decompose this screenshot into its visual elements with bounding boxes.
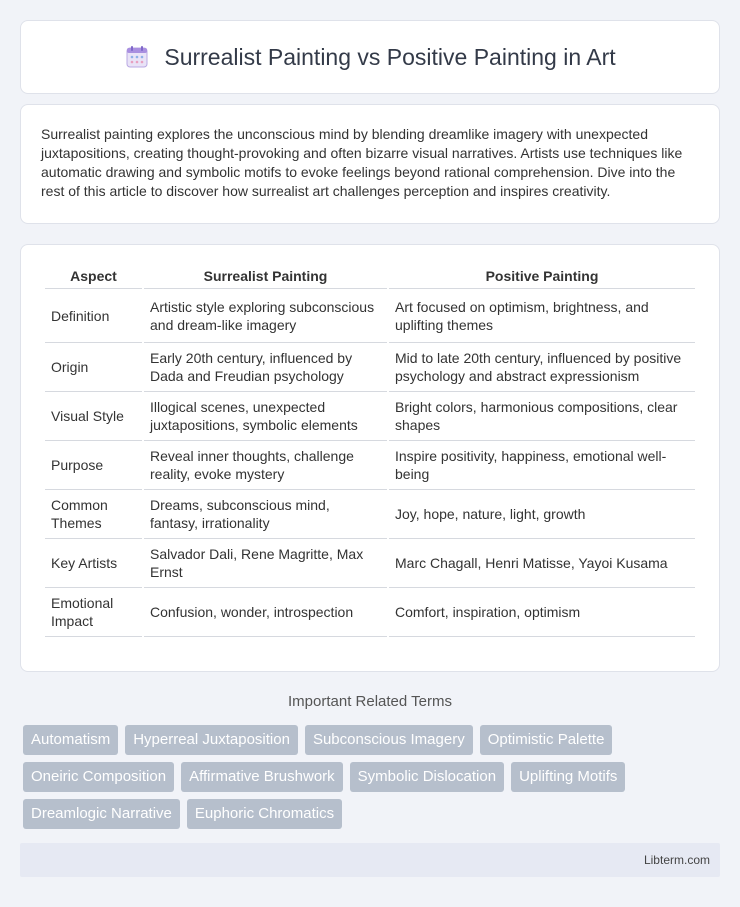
table-row	[45, 539, 695, 588]
related-terms-tags	[23, 725, 703, 829]
table-row	[45, 343, 695, 392]
tag-uplifting-motifs[interactable]: Uplifting Motifs	[511, 762, 625, 792]
intro-text: Surrealist painting explores the unconscious mind by blending dreamlike imagery with unexpected juxtapositions, creating thought-provoking and often bizarre visual narratives. Artists use techniques like automatic drawing and symbolic motifs to evoke feelings beyond rational comprehension. Dive into the rest of this article to discover how surrealist art challenges perception and inspires creativity.	[41, 126, 683, 199]
table-row	[45, 441, 695, 490]
tag-subconscious-imagery[interactable]: Subconscious Imagery	[305, 725, 473, 755]
tag-optimistic-palette[interactable]: Optimistic Palette	[480, 725, 613, 755]
comparison-table	[43, 263, 697, 637]
footer	[20, 843, 720, 877]
row-surrealist: Reveal inner thoughts, challenge reality, evoke mystery	[144, 441, 387, 490]
table-row	[45, 392, 695, 441]
row-surrealist: Dreams, subconscious mind, fantasy, irrationality	[144, 490, 387, 539]
row-positive: Bright colors, harmonious compositions, clear shapes	[389, 392, 695, 441]
row-aspect: Visual Style	[45, 392, 142, 441]
row-aspect: Emotional Impact	[45, 588, 142, 637]
tag-euphoric-chromatics[interactable]: Euphoric Chromatics	[187, 799, 342, 829]
tag-affirmative-brushwork[interactable]: Affirmative Brushwork	[181, 762, 343, 792]
row-aspect: Common Themes	[45, 490, 142, 539]
row-positive: Art focused on optimism, brightness, and uplifting themes	[389, 289, 695, 343]
row-aspect: Origin	[45, 343, 142, 392]
table-row	[45, 289, 695, 343]
row-surrealist: Artistic style exploring subconscious and dream-like imagery	[144, 289, 387, 343]
row-positive: Comfort, inspiration, optimism	[389, 588, 695, 637]
table-header-row	[45, 263, 695, 289]
row-aspect: Definition	[45, 289, 142, 343]
table-row	[45, 490, 695, 539]
row-aspect: Purpose	[45, 441, 142, 490]
tag-dreamlogic-narrative[interactable]: Dreamlogic Narrative	[23, 799, 180, 829]
row-surrealist: Illogical scenes, unexpected juxtapositions, symbolic elements	[144, 392, 387, 441]
tag-hyperreal-juxtaposition[interactable]: Hyperreal Juxtaposition	[125, 725, 298, 755]
row-positive: Inspire positivity, happiness, emotional well-being	[389, 441, 695, 490]
calendar-icon	[124, 44, 150, 70]
intro-card	[20, 104, 720, 224]
related-terms-title: Important Related Terms	[288, 693, 452, 710]
header-card	[20, 20, 720, 94]
row-surrealist: Confusion, wonder, introspection	[144, 588, 387, 637]
tag-symbolic-dislocation[interactable]: Symbolic Dislocation	[350, 762, 504, 792]
row-surrealist: Early 20th century, influenced by Dada and Freudian psychology	[144, 343, 387, 392]
row-surrealist: Salvador Dali, Rene Magritte, Max Ernst	[144, 539, 387, 588]
row-aspect: Key Artists	[45, 539, 142, 588]
row-positive: Marc Chagall, Henri Matisse, Yayoi Kusama	[389, 539, 695, 588]
table-row	[45, 588, 695, 637]
comparison-table-card	[20, 244, 720, 672]
row-positive: Mid to late 20th century, influenced by positive psychology and abstract expressionism	[389, 343, 695, 392]
header-positive: Positive Painting	[389, 263, 695, 289]
tag-automatism[interactable]: Automatism	[23, 725, 118, 755]
tag-oneiric-composition[interactable]: Oneiric Composition	[23, 762, 174, 792]
header-surrealist: Surrealist Painting	[144, 263, 387, 289]
header-aspect: Aspect	[45, 263, 142, 289]
row-positive: Joy, hope, nature, light, growth	[389, 490, 695, 539]
page-title: Surrealist Painting vs Positive Painting in Art	[164, 43, 616, 70]
footer-site-link[interactable]: Libterm.com	[643, 853, 710, 867]
